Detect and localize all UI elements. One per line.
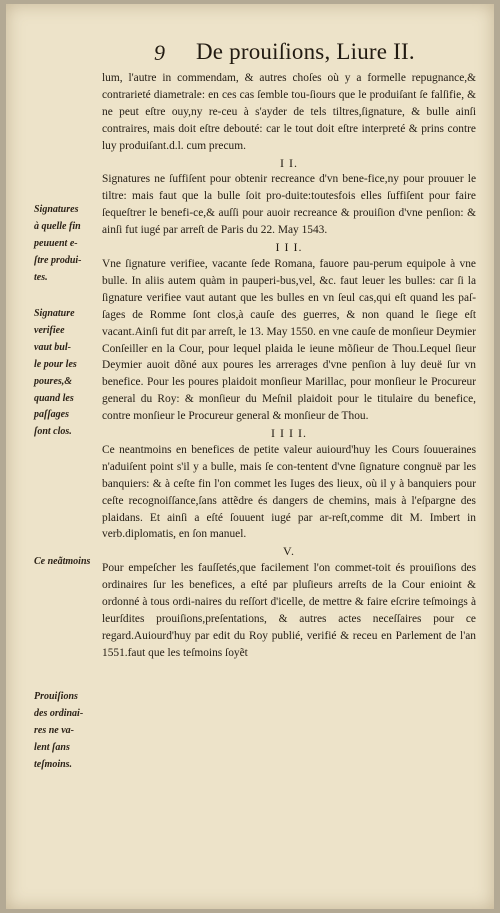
margin-note-line: paſſages: [34, 409, 69, 421]
main-text: [102, 70, 476, 662]
paragraph-5: Pour empeſcher les fauſſetés,que facilement l'on commet-toit és prouiſions des ordinaires ſur les benefices, a eſté par pluſieurs arreſts de la Cour enioint & ordonné à tous ordi-naires du reſſort d'icelle, de mettre & faire eſcrire teſmoings à leurſdites prouiſions,preſentations, & autres actes neceſſaires pour ce regard.Auiourd'huy par edit du Roy publié, verifié & receu en Parlement de l'an 1551.faut que les teſmoins ſoyẽt: [102, 562, 476, 659]
section-number-2: I I.: [280, 155, 298, 170]
margin-note-line: tes.: [34, 271, 48, 283]
margin-note-signatures: [34, 202, 100, 287]
margin-note-signature-verifiee: [34, 306, 100, 441]
margin-note-line: vaut bul-: [34, 341, 71, 353]
page-number: 9: [154, 40, 165, 65]
margin-note-line: des ordinai-: [34, 707, 84, 719]
running-title: De prouiſions, Liure II.: [196, 39, 415, 64]
section-number-4: I I I I.: [271, 426, 307, 441]
margin-note-line: ſtre produi-: [34, 254, 82, 266]
margin-note-line: res ne va-: [34, 724, 74, 736]
section-number-5: V.: [282, 544, 296, 559]
margin-note-line: à quelle fin: [34, 220, 81, 232]
margin-note-line: peuuent e-: [34, 237, 78, 249]
margin-note-line: verifiee: [34, 324, 65, 336]
margin-note-line: teſmoins.: [34, 758, 73, 770]
margin-note-prouisions: [34, 689, 100, 774]
paragraph-4: Ce neantmoins en benefices de petite valeur auiourd'huy les Cours ſouueraines n'aduiſent point s'il y a bulle, mais ſe con-tentent d'vne ſignature congnuë par les banquiers: & à ceſte fin l'on commet les Iuges des lieux, où il y à banquiers pour ceſte recognoiſſance,ſans attẽdre és dangers de chemins, mais à l'eſpargne des plaidans. Et ainſi a eſté ſouuent iugé par ar-reſt,comme dit M. Imbert in verb.diplomatis, en ſon manuel.: [102, 443, 476, 541]
margin-note-line: quand les: [34, 392, 74, 404]
margin-note-line: poures,&: [34, 375, 73, 387]
paragraph-2: Signatures ne ſuffiſent pour obtenir recreance d'vn bene-fice,ny pour prouuer le tiltre: mais faut que la bulle ſoit pro-duite:toutesfois elles ſuffiſent pour faire ſequeſtrer le benefi-ce,& auſſi pour auoir recreance & prouiſion d'vne penſion: & ainſi fut iugé par arreſt de Paris du 22. May 1543.: [102, 173, 476, 237]
section-number-3: I I I.: [275, 240, 303, 255]
paragraph-intro: lum, l'autre in commendam, & autres choſes où y a formelle repugnance,& contrarieté diametrale: en ces cas ſemble tou-ſiours que le produiſant ſe falſifie, & ne peut eſtre ouy,ny re-ceu à s'ayder de tels tiltres,ſignature, & bulle ainſi contraires, mais doit eſtre debouté: car le tout doit eſtre interpreté & prins contre luy produiſant.d.l. cum precum.: [102, 72, 476, 152]
margin-note-line: le pour les: [34, 358, 77, 370]
margin-note-line: lent ſans: [34, 741, 70, 753]
margin-note-line: Signatures: [34, 204, 79, 215]
margin-note-line: Signature: [34, 308, 75, 319]
margin-note-line: Ce neãtmoins: [34, 556, 91, 567]
margin-note-ce-neantmoins: [34, 554, 100, 571]
page-header: [6, 38, 494, 68]
paragraph-3: Vne ſignature verifiee, vacante ſede Romana, fauore pau-perum equipole à vne bulle. In aliis autem quàm in pauperi-bus,vel, &c. faut leuer les bulles: car ſi la ſignature verifiee vaut autant que les bulles en vn ſeul cas,qui eſt quand les paſ-ſages de Romme ſont clos,à cauſe des guerres, & non quand le ſiege eſt vacant.Ainſi fut dit par arreſt, le 13. May 1550. en vne cauſe de monſieur Deymier Conſeiller en la Cour, pour lequel plaida le ieune mõſieur de Thou.Lequel ſieur Deymier auoit dõné aux poures les arrerages d'vne penſion à luy deuë ſur vn benefice. Pour les poures plaidoit monſieur Marillac, pour monſieur le Procureur general du Roy: & monſieur du Meſnil plaidoit pour le titulaire du benefice, contre monſieur le Procureur general & monſieur de Thou.: [102, 257, 476, 423]
margin-note-line: Prouiſions: [34, 691, 78, 702]
margin-note-line: ſont clos.: [34, 426, 72, 438]
book-page: [6, 4, 494, 909]
